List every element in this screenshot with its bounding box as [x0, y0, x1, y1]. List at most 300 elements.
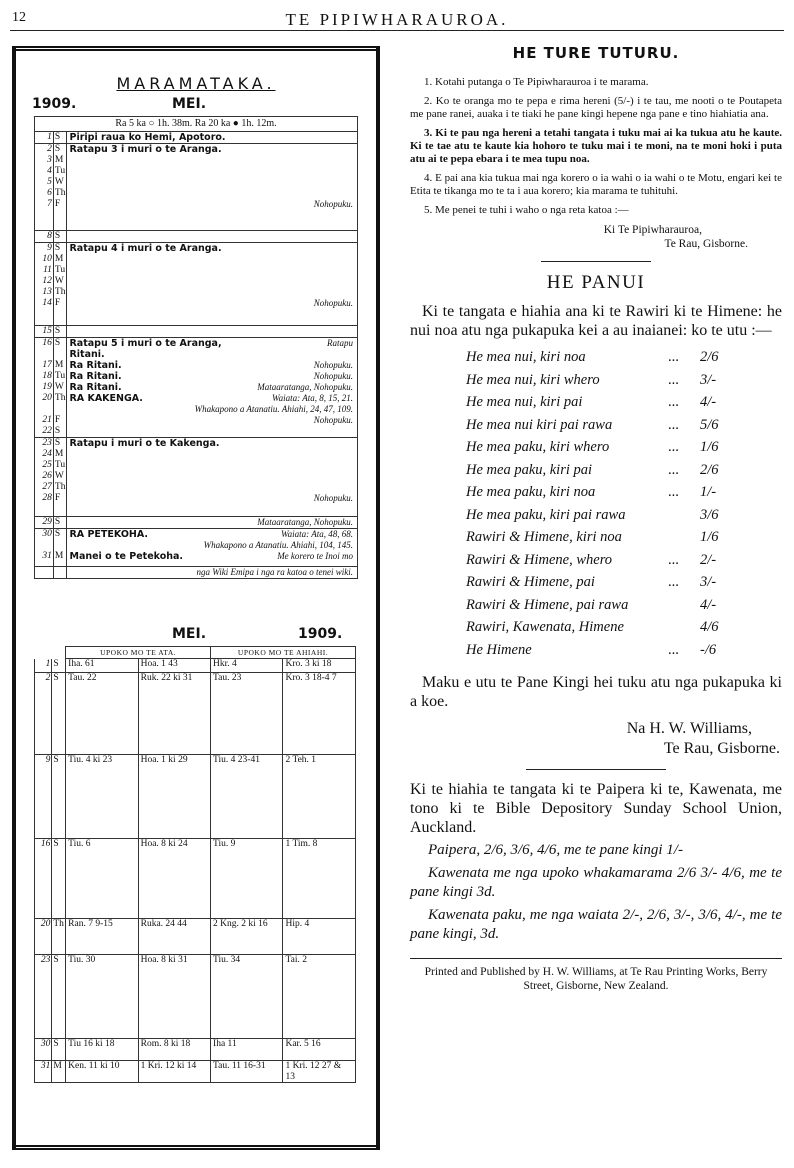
- day-number: 31: [35, 551, 54, 562]
- lesson-reading: Hoa. 1 43: [138, 659, 210, 673]
- event-text: RA KAKENGA.: [69, 393, 143, 404]
- day-number: 18: [35, 371, 54, 382]
- rule-3: 3. Ki te pau nga hereni a tetahi tangata i tuku mai ai ka tukua atu he kaute. Ki te tae atu te kaute kia hohoro te tuku mai i te moni, na te moni hoki i puta atu ai te pepa ebara i te mea tupu noa.: [410, 127, 782, 165]
- event-note: Waiata: Ata, 48, 68.: [280, 529, 353, 539]
- calendar-spacer: [35, 309, 358, 326]
- price-amount: -/6: [700, 641, 717, 658]
- price-item: He mea nui, kiri noa: [466, 349, 586, 365]
- day-number: 5: [35, 177, 54, 188]
- price-row: [410, 436, 782, 459]
- bible-notice: Ki te hiahia te tangata ki te Paipera ki te, Kawenata, me tono ki te Bible Depository Sunday School Union, Auckland.: [410, 781, 782, 836]
- price-dots: ...: [668, 484, 679, 500]
- calendar-entry: [67, 449, 358, 460]
- calendar-entry: [67, 326, 358, 338]
- calendar-row: [35, 404, 358, 415]
- weekday-letter: Th: [54, 393, 66, 403]
- lesson-reading: 2 Teh. 1: [283, 755, 356, 839]
- weekday-letter: S: [53, 326, 67, 338]
- day-number: 11: [35, 265, 54, 276]
- event-text: Ra Ritani.: [69, 382, 122, 393]
- weekday-letter: [53, 349, 67, 360]
- lesson-reading: Ken. 11 ki 10: [66, 1061, 138, 1083]
- calendar-title: MARAMATAKA.: [116, 74, 276, 93]
- calendar-table: [34, 132, 358, 579]
- event-text: Manei o te Petekoha.: [69, 551, 184, 562]
- panui-sign-2: Te Rau, Gisborne.: [663, 740, 780, 757]
- price-row: [410, 504, 782, 527]
- calendar-row: [35, 517, 358, 529]
- lesson-reading: Hoa. 1 ki 29: [138, 755, 210, 839]
- calendar-row: [35, 382, 358, 393]
- calendar-row: [35, 415, 358, 426]
- calendar-entry: [67, 155, 358, 166]
- lesson-reading: Tau. 23: [211, 673, 283, 755]
- calendar-entry: [67, 415, 358, 426]
- calendar-entry: [67, 382, 358, 393]
- price-amount: 4/6: [700, 619, 719, 635]
- calendar-entry: [67, 426, 358, 438]
- day-number: 12: [35, 276, 54, 287]
- weekday-letter: M: [53, 360, 67, 371]
- price-item: Rawiri & Himene, pai: [466, 574, 595, 590]
- panui-sign-1: Na H. W. Williams,: [626, 720, 752, 737]
- calendar-row: [35, 298, 358, 309]
- lesson-reading: Kro. 3 18-4 7: [283, 673, 356, 755]
- price-amount: 3/-: [700, 371, 717, 388]
- lesson-row: [35, 1039, 356, 1061]
- lesson-weekday: S: [52, 1039, 66, 1061]
- frame-right-border: [376, 46, 380, 1150]
- price-dots: ...: [668, 574, 679, 590]
- weekday-letter: Th: [54, 482, 66, 492]
- lesson-reading: Iha. 61: [66, 659, 138, 673]
- lesson-reading: Tiu 16 ki 18: [66, 1039, 138, 1061]
- day-number: 6: [35, 188, 54, 199]
- day-number: 21: [35, 415, 54, 426]
- calendar-row: [35, 349, 358, 360]
- event-text: Ratapu i muri o te Kakenga.: [69, 438, 220, 449]
- weekday-letter: S: [53, 338, 67, 350]
- day-number: 23: [35, 438, 54, 450]
- lesson-reading: Hoa. 8 ki 24: [138, 839, 210, 919]
- calendar-frame: [12, 46, 380, 1150]
- lesson-weekday: S: [52, 755, 66, 839]
- calendar-entry: [67, 460, 358, 471]
- lesson-weekday: S: [52, 839, 66, 919]
- weekday-letter: Tu: [54, 371, 66, 381]
- calendar-row: [35, 471, 358, 482]
- price-row: [410, 526, 782, 549]
- weekday-letter: S: [53, 438, 67, 450]
- calendar-entry: [67, 199, 358, 210]
- price-amount: 3/-: [700, 574, 717, 590]
- weekday-letter: [53, 567, 67, 579]
- address-line-1: Ki Te Pipiwharauroa,: [603, 224, 702, 236]
- event-text: Ratapu 4 i muri o te Aranga.: [69, 243, 222, 254]
- calendar-entry: [67, 132, 358, 144]
- price-amount: 1/-: [700, 484, 717, 500]
- day-number: 3: [35, 155, 54, 166]
- calendar-row: [35, 567, 358, 579]
- weekday-letter: F: [53, 493, 67, 504]
- event-note: Nohopuku.: [313, 371, 353, 381]
- price-row: [410, 459, 782, 482]
- lesson-reading: Iha 11: [211, 1039, 283, 1061]
- lesson-reading: 2 Kng. 2 ki 16: [211, 919, 283, 955]
- lesson-row: [35, 755, 356, 839]
- price-item: He Himene: [466, 641, 532, 658]
- calendar-entry: [67, 360, 358, 371]
- event-note: nga Wiki Emipa i nga ra katoa o tenei wiki.: [196, 567, 353, 577]
- calendar-row: [35, 144, 358, 156]
- calendar-entry: [67, 243, 358, 255]
- lesson-reading: Tiu. 9: [211, 839, 283, 919]
- panui-stamp-note: Maku e utu te Pane Kingi hei tuku atu nga pukapuka ki a koe.: [410, 674, 782, 710]
- price-amount: 1/6: [700, 439, 719, 455]
- calendar-row: [35, 438, 358, 450]
- footer-rule: [410, 958, 782, 959]
- lesson-row: [35, 839, 356, 919]
- weekday-letter: S: [53, 144, 67, 156]
- lesson-reading: 1 Tim. 8: [283, 839, 356, 919]
- calendar-row: [35, 540, 358, 551]
- morning-header: UPOKO MO TE ATA.: [66, 647, 211, 659]
- lesson-row: [35, 955, 356, 1039]
- calendar-entry: [67, 471, 358, 482]
- event-note: Nohopuku.: [313, 360, 353, 370]
- weekday-letter: Tu: [54, 265, 66, 275]
- calendar-entry: [67, 404, 358, 415]
- calendar-entry: [67, 482, 358, 493]
- calendar-row: [35, 460, 358, 471]
- price-item: Rawiri & Himene, whero: [466, 551, 613, 568]
- day-number: [35, 540, 54, 551]
- calendar-row: [35, 326, 358, 338]
- price-amount: 4/-: [700, 394, 717, 410]
- price-amount: 4/-: [700, 596, 717, 613]
- weekday-letter: F: [53, 298, 67, 309]
- lesson-reading: Hip. 4: [283, 919, 356, 955]
- calendar-entry: [67, 231, 358, 243]
- weekday-letter: S: [53, 426, 67, 438]
- event-text: Ritani.: [69, 349, 105, 360]
- day-number: 22: [35, 426, 54, 438]
- price-amount: 2/-: [700, 551, 717, 568]
- day-number: 7: [35, 199, 54, 210]
- address-line-2: Te Rau, Gisborne.: [664, 238, 748, 250]
- event-note: Nohopuku.: [313, 493, 353, 503]
- day-number: 28: [35, 493, 54, 504]
- calendar-row: [35, 449, 358, 460]
- day-number: 14: [35, 298, 54, 309]
- price-row: [410, 639, 782, 662]
- calendar-row: [35, 155, 358, 166]
- rules-title: HE TURE TUTURU.: [512, 44, 680, 62]
- lesson-weekday: S: [52, 673, 66, 755]
- calendar-entry: [67, 493, 358, 504]
- weekday-letter: W: [53, 471, 67, 482]
- lesson-reading: Hoa. 8 ki 31: [138, 955, 210, 1039]
- event-text: RA PETEKOHA.: [69, 529, 148, 540]
- calendar-entry: [67, 188, 358, 199]
- event-note: Ratapu: [327, 338, 353, 348]
- day-number: 10: [35, 254, 54, 265]
- calendar-row: [35, 551, 358, 562]
- calendar-row: [35, 199, 358, 210]
- weekday-letter: W: [53, 177, 67, 188]
- day-number: [35, 349, 54, 360]
- price-item: Rawiri & Himene, kiri noa: [466, 529, 622, 545]
- price-row: [410, 346, 782, 369]
- frame-top-border: [12, 46, 380, 51]
- event-note: Whakapono a Atanatiu. Ahiahi, 24, 47, 109.: [194, 404, 353, 414]
- day-number: 26: [35, 471, 54, 482]
- lesson-day: 23: [35, 955, 52, 1039]
- price-amount: 3/6: [700, 506, 719, 523]
- frame-bottom-border: [12, 1145, 380, 1150]
- weekday-letter: Th: [54, 188, 66, 198]
- lesson-reading: Kro. 3 ki 18: [283, 659, 356, 673]
- price-amount: 1/6: [700, 529, 719, 545]
- calendar-row: [35, 166, 358, 177]
- day-number: 4: [35, 166, 54, 177]
- lesson-reading: Tau. 22: [66, 673, 138, 755]
- day-number: 17: [35, 360, 54, 371]
- lesson-day: 9: [35, 755, 52, 839]
- lesson-reading: Kar. 5 16: [283, 1039, 356, 1061]
- weekday-letter: S: [53, 517, 67, 529]
- calendar-row: [35, 371, 358, 382]
- day-number: 27: [35, 482, 54, 493]
- calendar-row: [35, 177, 358, 188]
- day-number: 16: [35, 338, 54, 350]
- weekday-letter: Tu: [54, 460, 66, 470]
- lesson-weekday: S: [52, 659, 66, 673]
- calendar-year: 1909.: [32, 96, 77, 112]
- price-row: [410, 571, 782, 594]
- price-amount: 5/6: [700, 416, 719, 433]
- lesson-row: [35, 659, 356, 673]
- calendar-row: [35, 254, 358, 265]
- lesson-reading: 1 Kri. 12 ki 14: [138, 1061, 210, 1083]
- price-dots: ...: [668, 416, 679, 433]
- weekday-letter: F: [53, 199, 67, 210]
- weekday-letter: S: [53, 243, 67, 255]
- calendar-entry: [67, 567, 358, 579]
- lesson-weekday: M: [52, 1061, 66, 1083]
- event-note: Me korero te Inoi mo: [277, 551, 353, 561]
- calendar-entry: [67, 177, 358, 188]
- day-number: 30: [35, 529, 54, 541]
- weekday-letter: W: [53, 276, 67, 287]
- event-note: Nohopuku.: [313, 415, 353, 425]
- calendar-row: [35, 338, 358, 350]
- calendar-row: [35, 360, 358, 371]
- lessons-header-row: [35, 647, 356, 659]
- calendar-row: [35, 132, 358, 144]
- calendar-row: [35, 287, 358, 298]
- weekday-letter: W: [53, 382, 67, 393]
- weekday-letter: F: [53, 415, 67, 426]
- printer-imprint: Printed and Published by H. W. Williams, at Te Rau Printing Works, Berry Street, Gisborne, New Zealand.: [424, 966, 768, 992]
- lesson-reading: Rom. 8 ki 18: [138, 1039, 210, 1061]
- calendar-entry: [67, 529, 358, 541]
- weekday-letter: [53, 540, 67, 551]
- weekday-letter: M: [53, 155, 67, 166]
- calendar-entry: [67, 371, 358, 382]
- price-dots: ...: [668, 461, 679, 478]
- calendar-entry: [67, 349, 358, 360]
- calendar-entry: [67, 540, 358, 551]
- bible-price-3: Kawenata paku, me nga waiata 2/-, 2/6, 3/-, 3/6, 4/-, me te pane kingi, 3d.: [410, 907, 782, 942]
- lesson-reading: Tai. 2: [283, 955, 356, 1039]
- price-row: [410, 616, 782, 639]
- lesson-weekday: S: [52, 955, 66, 1039]
- event-text: Ratapu 5 i muri o te Aranga,: [69, 338, 222, 349]
- calendar-entry: [67, 287, 358, 298]
- lessons-table: [34, 646, 356, 1083]
- weekday-letter: S: [53, 529, 67, 541]
- calendar-row: [35, 231, 358, 243]
- right-column: [410, 44, 782, 993]
- lesson-reading: Hkr. 4: [211, 659, 283, 673]
- day-number: 8: [35, 231, 54, 243]
- day-number: 25: [35, 460, 54, 471]
- rule-2: 2. Ko te oranga mo te pepa e rima hereni (5/-) i te tau, me nooti o te Poutapeta me pane ranei, auaka i te tiaki he pane kingi hepene nga pane e tino hiahiatia ana.: [410, 95, 782, 120]
- price-row: [410, 414, 782, 437]
- day-number: 19: [35, 382, 54, 393]
- lesson-reading: Ruka. 24 44: [138, 919, 210, 955]
- weekday-letter: S: [53, 132, 67, 144]
- lessons-month: MEI.: [172, 626, 207, 642]
- price-list: [410, 346, 782, 661]
- rule-1: 1. Kotahi putanga o Te Pipiwharauroa i te marama.: [424, 76, 649, 88]
- weekday-letter: [53, 404, 67, 415]
- lesson-day: 30: [35, 1039, 52, 1061]
- price-item: He mea nui, kiri whero: [466, 371, 600, 388]
- moon-phases: Ra 5 ka ○ 1h. 38m. Ra 20 ka ● 1h. 12m.: [34, 116, 358, 132]
- calendar-row: [35, 482, 358, 493]
- calendar-row: [35, 265, 358, 276]
- price-item: Rawiri, Kawenata, Himene: [466, 619, 624, 635]
- price-dots: ...: [668, 349, 679, 365]
- calendar-entry: [67, 393, 358, 404]
- calendar-row: [35, 243, 358, 255]
- day-number: [35, 404, 54, 415]
- bible-price-2: Kawenata me nga upoko whakamarama 2/6 3/- 4/6, me te pane kingi 3d.: [410, 865, 782, 900]
- panui-intro: Ki te tangata e hiahia ana ki te Rawiri ki te Himene: he nui noa atu nga pukapuka kei a au inaianei: ko te utu :—: [410, 303, 782, 339]
- event-text: Piripi raua ko Hemi, Apotoro.: [69, 132, 226, 143]
- lesson-reading: Tiu. 30: [66, 955, 138, 1039]
- newspaper-title: TE PIPIWHARAUROA.: [285, 10, 509, 29]
- lessons-year: 1909.: [298, 626, 343, 642]
- lesson-reading: Tau. 11 16-31: [211, 1061, 283, 1083]
- day-number: [35, 567, 54, 579]
- lesson-day: 20: [35, 919, 52, 955]
- lesson-weekday: Th: [52, 919, 66, 955]
- weekday-letter: Tu: [54, 166, 66, 176]
- event-note: Nohopuku.: [313, 199, 353, 209]
- day-number: 2: [35, 144, 54, 156]
- event-note: Nohopuku.: [313, 298, 353, 308]
- lesson-reading: Ran. 7 9-15: [66, 919, 138, 955]
- price-dots: ...: [668, 641, 679, 658]
- lesson-reading: Ruk. 22 ki 31: [138, 673, 210, 755]
- calendar-entry: [67, 551, 358, 562]
- event-note: Mataaratanga, Nohopuku.: [257, 517, 353, 527]
- rule-4: 4. E pai ana kia tukua mai nga korero o ia wahi o ia wahi o te Motu, engari kei te Etita te tikanga mo te ta i aua korero; kia marama te tuhituhi.: [410, 172, 782, 197]
- event-text: Ra Ritani.: [69, 360, 122, 371]
- price-amount: 2/6: [700, 461, 719, 478]
- calendar-row: [35, 426, 358, 438]
- calendar-row: [35, 493, 358, 504]
- price-row: [410, 481, 782, 504]
- price-row: [410, 594, 782, 617]
- section-rule-2: [526, 769, 666, 770]
- calendar-row: [35, 393, 358, 404]
- calendar-entry: [67, 438, 358, 450]
- page-header: [0, 8, 794, 30]
- calendar-month: MEI.: [172, 96, 207, 112]
- price-row: [410, 391, 782, 414]
- event-note: Mataaratanga, Nohopuku.: [257, 382, 353, 392]
- calendar-entry: [67, 265, 358, 276]
- calendar-row: [35, 529, 358, 541]
- day-number: 13: [35, 287, 54, 298]
- weekday-letter: Th: [54, 287, 66, 297]
- calendar-entry: [67, 338, 358, 350]
- price-item: He mea paku, kiri pai rawa: [466, 506, 626, 523]
- event-note: Waiata: Ata, 8, 15, 21.: [271, 393, 353, 403]
- calendar-entry: [67, 144, 358, 156]
- lesson-reading: Tiu. 6: [66, 839, 138, 919]
- day-number: 15: [35, 326, 54, 338]
- lesson-reading: Tiu. 4 23-41: [211, 755, 283, 839]
- panui-title: HE PANUI: [546, 272, 646, 293]
- price-item: He mea paku, kiri noa: [466, 484, 596, 500]
- price-dots: ...: [668, 371, 679, 388]
- lesson-reading: Tiu. 34: [211, 955, 283, 1039]
- price-item: He mea paku, kiri whero: [466, 439, 610, 455]
- calendar-entry: [67, 276, 358, 287]
- bible-price-1: Paipera, 2/6, 3/6, 4/6, me te pane kingi 1/-: [428, 842, 683, 858]
- header-rule: [10, 30, 784, 31]
- weekday-letter: M: [53, 254, 67, 265]
- calendar-spacer: [35, 504, 358, 517]
- page-number: 12: [12, 10, 26, 25]
- lesson-day: 16: [35, 839, 52, 919]
- event-text: Ra Ritani.: [69, 371, 122, 382]
- calendar-entry: [67, 517, 358, 529]
- day-number: 24: [35, 449, 54, 460]
- day-number: 1: [35, 132, 54, 144]
- event-text: Ratapu 3 i muri o te Aranga.: [69, 144, 222, 155]
- price-row: [410, 549, 782, 572]
- price-item: He mea nui kiri pai rawa: [466, 416, 613, 433]
- lesson-row: [35, 919, 356, 955]
- calendar-row: [35, 188, 358, 199]
- day-number: 29: [35, 517, 54, 529]
- frame-left-border: [12, 46, 16, 1150]
- rule-5: 5. Me penei te tuhi i waho o nga reta katoa :—: [424, 204, 629, 216]
- calendar-row: [35, 276, 358, 287]
- calendar-entry: [67, 254, 358, 265]
- price-row: [410, 369, 782, 392]
- lesson-day: 2: [35, 673, 52, 755]
- lesson-day: 31: [35, 1061, 52, 1083]
- weekday-letter: M: [53, 551, 67, 562]
- calendar-entry: [67, 166, 358, 177]
